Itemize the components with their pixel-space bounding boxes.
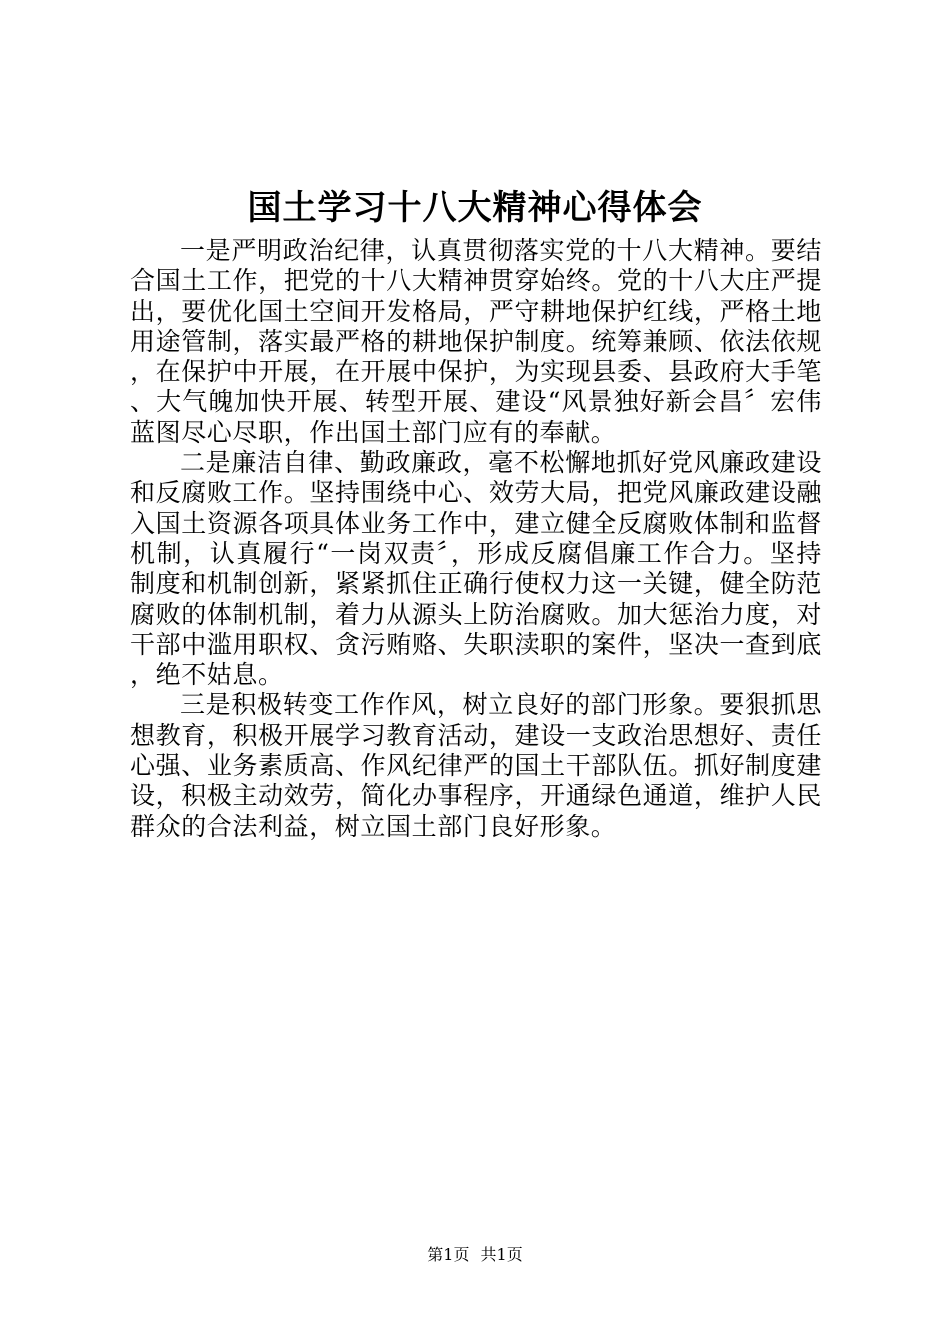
paragraph-2: 二是廉洁自律、勤政廉政，毫不松懈地抓好党风廉政建设和反腐败工作。坚持围绕中心、效劳大局，把党风廉政建设融入国土资源各项具体业务工作中，建立健全反腐败体制和监督机制，认真履行“一岗双责〞，形成反腐倡廉工作合力。坚持制度和机制创新，紧紧抓住正确行使权力这一关键，健全防范腐败的体制机制，着力从源头上防治腐败。加大惩治力度，对干部中滥用职权、贪污贿赂、失职渎职的案件，坚决一查到底，绝不姑息。	[130, 448, 822, 690]
page-number: 第1页	[427, 1245, 470, 1264]
paragraph-3: 三是积极转变工作作风，树立良好的部门形象。要狠抓思想教育，积极开展学习教育活动，建设一支政治思想好、责任心强、业务素质高、作风纪律严的国土干部队伍。抓好制度建设，积极主动效劳，简化办事程序，开通绿色通道，维护人民群众的合法利益，树立国土部门良好形象。	[130, 690, 822, 841]
document-title: 国土学习十八大精神心得体会	[247, 188, 703, 228]
paragraph-1: 一是严明政治纪律，认真贯彻落实党的十八大精神。要结合国土工作，把党的十八大精神贯穿始终。党的十八大庄严提出，要优化国土空间开发格局，严守耕地保护红线，严格土地用途管制，落实最严格的耕地保护制度。统筹兼顾、依法依规，在保护中开展，在开展中保护，为实现县委、县政府大手笔、大气魄加快开展、转型开展、建设“风景独好新会昌〞宏伟蓝图尽心尽职，作出国土部门应有的奉献。	[130, 236, 822, 447]
document-body	[130, 236, 822, 842]
page-footer	[0, 1244, 950, 1266]
page-total: 共1页	[480, 1245, 523, 1264]
